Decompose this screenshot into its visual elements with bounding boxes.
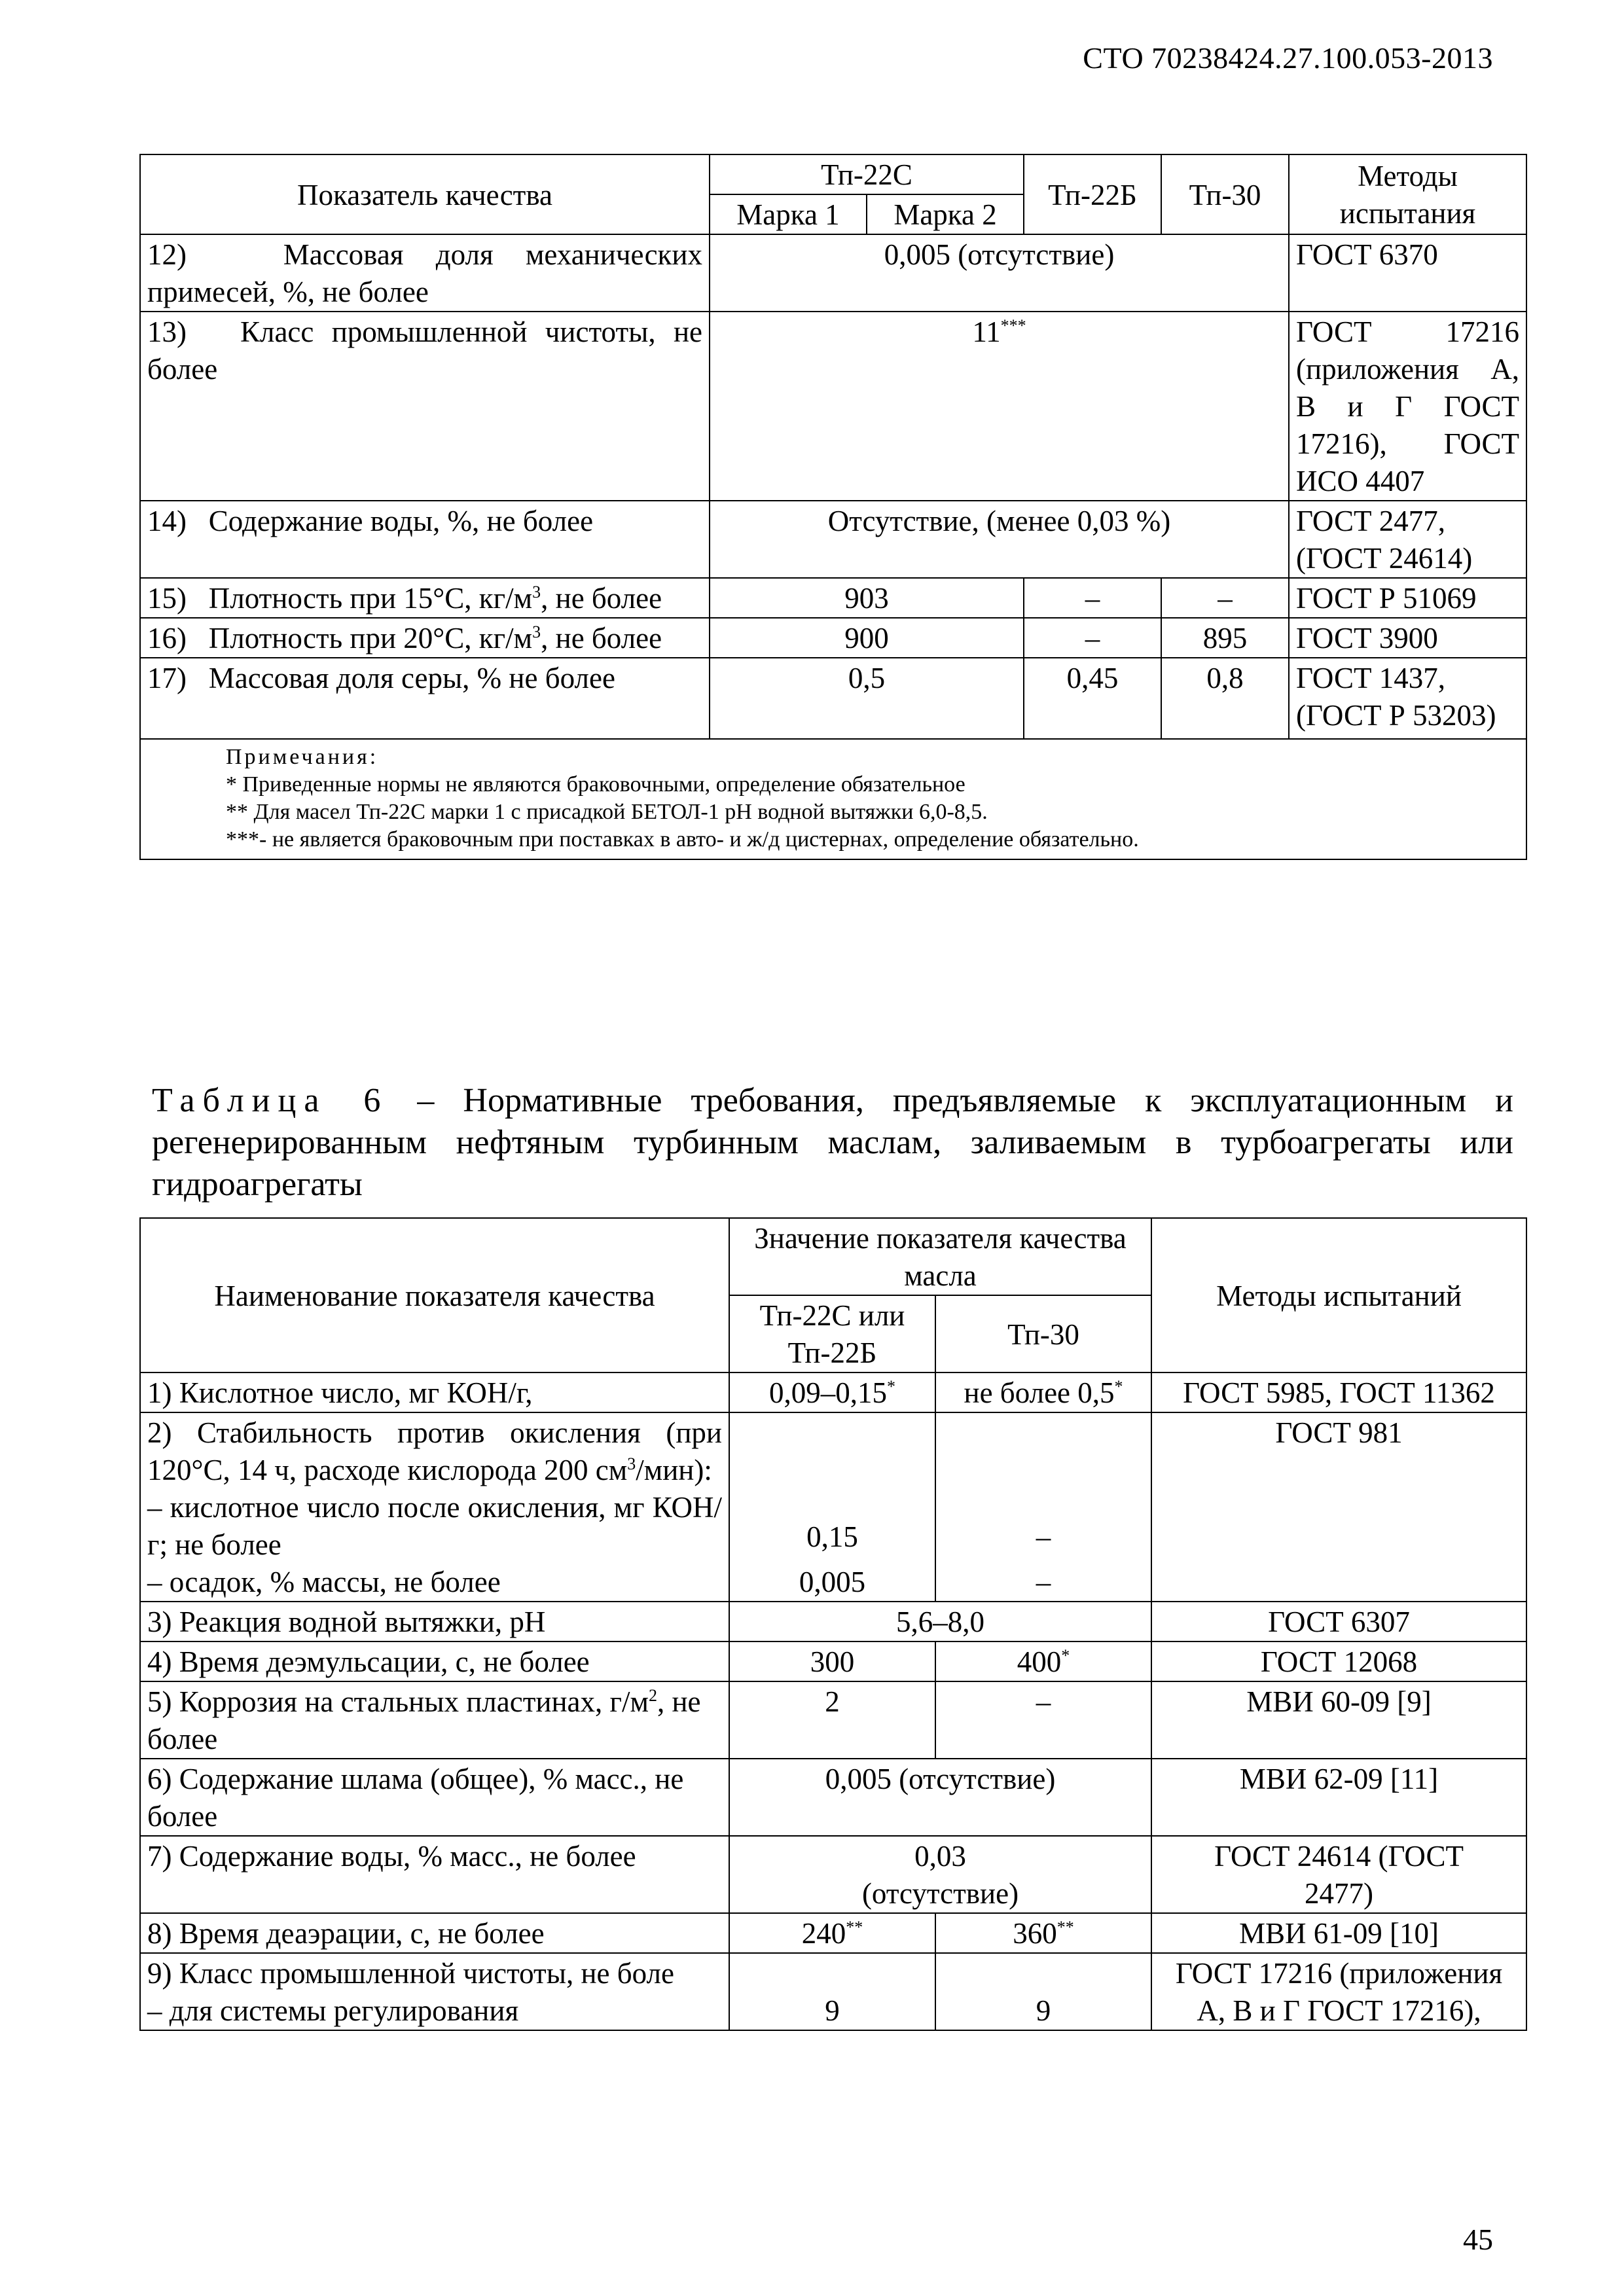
table-row xyxy=(140,1412,1526,1602)
table-row xyxy=(140,1602,1526,1641)
table-6-caption xyxy=(152,1080,1513,1206)
indicator-name: 14) Содержание воды, %, не более xyxy=(140,501,710,578)
test-method: МВИ 61-09 [10] xyxy=(1151,1913,1526,1953)
tp30-value xyxy=(935,1913,1151,1953)
indicator-value: Отсутствие, (менее 0,03 %) xyxy=(710,501,1289,578)
tp22b-value: 0,45 xyxy=(1024,658,1161,739)
tp22c-value: 900 xyxy=(710,618,1024,658)
name-tail: , не более xyxy=(541,582,662,615)
test-method: ГОСТ 17216 (приложения А, В и Г ГОСТ 17216), xyxy=(1151,1953,1526,2030)
column-header-methods: Методы испытания xyxy=(1289,154,1526,234)
tp22-value: 300 xyxy=(729,1641,935,1681)
name-tail: /мин): xyxy=(636,1454,712,1486)
tp30-value: 9 xyxy=(935,1953,1151,2030)
table-row xyxy=(140,312,1526,501)
value-text: 400 xyxy=(1017,1645,1062,1678)
indicator-value xyxy=(710,312,1289,501)
footnote-mark: *** xyxy=(1000,316,1026,335)
test-method: ГОСТ 1437, (ГОСТ Р 53203) xyxy=(1289,658,1526,739)
name-tail: , не более xyxy=(541,622,662,655)
table-row xyxy=(140,1641,1526,1681)
column-header-tp22c: Тп-22С xyxy=(710,154,1024,194)
value-text: 240 xyxy=(801,1917,846,1950)
document-code-header: СТО 70238424.27.100.053-2013 xyxy=(1083,41,1493,75)
tp22b-value: – xyxy=(1024,618,1161,658)
tp22-value xyxy=(729,1372,935,1412)
footnote-mark: * xyxy=(1114,1377,1123,1396)
table-row xyxy=(140,1953,1526,2030)
tp22-value xyxy=(729,1913,935,1953)
sub-indicator: – осадок, % массы, не более xyxy=(147,1566,501,1598)
tp22-value xyxy=(729,1412,935,1602)
indicator-name: 13) Класс промышленной чистоты, не более xyxy=(140,312,710,501)
tp22-value: 9 xyxy=(729,1953,935,2030)
test-method: ГОСТ 12068 xyxy=(1151,1641,1526,1681)
table-header-row xyxy=(140,1218,1526,1295)
table-notes xyxy=(140,739,1526,859)
indicator-name xyxy=(140,1681,729,1759)
name-tail: , не более xyxy=(147,1685,701,1755)
superscript: 3 xyxy=(627,1454,636,1473)
column-header-methods: Методы испытаний xyxy=(1151,1218,1526,1372)
test-method: ГОСТ Р 51069 xyxy=(1289,578,1526,618)
indicator-name xyxy=(140,578,710,618)
tp30-value: 895 xyxy=(1161,618,1289,658)
indicator-value: 0,005 (отсутствие) xyxy=(710,234,1289,312)
sub-indicator: – для системы регулирования xyxy=(147,1994,519,2027)
name-text: 15) Плотность при 15°С, кг/м xyxy=(147,582,533,615)
indicator-name xyxy=(140,1953,729,2030)
column-header-tp22b: Тп-22Б xyxy=(1024,154,1161,234)
quality-indicators-table xyxy=(139,154,1527,860)
table-row xyxy=(140,1913,1526,1953)
table-row xyxy=(140,1681,1526,1759)
note-line: * Приведенные нормы не являются браковочными, определение обязательное xyxy=(226,772,965,797)
tp30-value xyxy=(935,1372,1151,1412)
table-row xyxy=(140,501,1526,578)
notes-row xyxy=(140,739,1526,859)
test-method: МВИ 60-09 [9] xyxy=(1151,1681,1526,1759)
superscript: 3 xyxy=(532,583,541,601)
value-line: 0,15 xyxy=(806,1520,858,1553)
table-row xyxy=(140,1759,1526,1836)
table-row xyxy=(140,1836,1526,1913)
indicator-name: 1) Кислотное число, мг КОН/г, xyxy=(140,1372,729,1412)
value-text: не более 0,5 xyxy=(964,1376,1115,1409)
note-line: ** Для масел Тп-22С марки 1 с присадкой БЕТОЛ-1 рН водной вытяжки 6,0-8,5. xyxy=(226,800,988,824)
superscript: 3 xyxy=(532,622,541,641)
superscript: 2 xyxy=(648,1686,657,1705)
column-header-grade-2: Марка 2 xyxy=(867,194,1024,234)
page-number: 45 xyxy=(1463,2223,1493,2256)
tp30-value: – xyxy=(1161,578,1289,618)
tp30-value: 0,8 xyxy=(1161,658,1289,739)
value-line: – xyxy=(1036,1520,1051,1553)
test-method: МВИ 62-09 [11] xyxy=(1151,1759,1526,1836)
tp22b-value: – xyxy=(1024,578,1161,618)
column-header-tp22c-tp22b: Тп-22С или Тп-22Б xyxy=(729,1295,935,1372)
caption-lead: Таблица 6 xyxy=(152,1082,389,1119)
column-header-indicator: Наименование показателя качества xyxy=(140,1218,729,1372)
value-text: 11 xyxy=(972,315,1001,348)
table-row xyxy=(140,618,1526,658)
column-header-tp30: Тп-30 xyxy=(1161,154,1289,234)
indicator-value: 5,6–8,0 xyxy=(729,1602,1151,1641)
test-method: ГОСТ 3900 xyxy=(1289,618,1526,658)
note-line: ***- не является браковочным при поставках в авто- и ж/д цистернах, определение обязательно. xyxy=(226,827,1139,852)
table-header-row xyxy=(140,154,1526,194)
test-method: ГОСТ 981 xyxy=(1151,1412,1526,1602)
test-method: ГОСТ 6307 xyxy=(1151,1602,1526,1641)
tp30-value: – xyxy=(935,1681,1151,1759)
indicator-name: 4) Время деэмульсации, с, не более xyxy=(140,1641,729,1681)
sub-indicator: – кислотное число после окисления, мг КОН/г; не более xyxy=(147,1491,722,1561)
tp22c-value: 0,5 xyxy=(710,658,1024,739)
value-text: 360 xyxy=(1013,1917,1057,1950)
column-header-indicator: Показатель качества xyxy=(140,154,710,234)
name-text: 2) Стабильность против окисления (при 120°С, 14 ч, расходе кислорода 200 см xyxy=(147,1416,722,1486)
value-text: 0,09–0,15 xyxy=(769,1376,887,1409)
footnote-mark: * xyxy=(1061,1646,1070,1665)
indicator-value: 0,03 (отсутствие) xyxy=(729,1836,1151,1913)
indicator-name: 17) Массовая доля серы, % не более xyxy=(140,658,710,739)
footnote-mark: ** xyxy=(846,1918,863,1937)
test-method: ГОСТ 6370 xyxy=(1289,234,1526,312)
indicator-value: 0,005 (отсутствие) xyxy=(729,1759,1151,1836)
notes-title: Примечания: xyxy=(226,745,379,769)
table-row xyxy=(140,658,1526,739)
value-line: 0,005 xyxy=(799,1566,866,1598)
test-method: ГОСТ 2477, (ГОСТ 24614) xyxy=(1289,501,1526,578)
indicator-name xyxy=(140,1412,729,1602)
indicator-name xyxy=(140,618,710,658)
operational-oil-requirements-table xyxy=(139,1217,1527,2031)
name-text: 9) Класс промышленной чистоты, не боле xyxy=(147,1957,674,1990)
column-header-tp30: Тп-30 xyxy=(935,1295,1151,1372)
tp30-value xyxy=(935,1641,1151,1681)
caption-text: – Нормативные требования, предъявляемые к эксплуатационным и регенерированным нефтяным турбинным маслам, заливаемым в турбоагрегаты или гидроагрегаты xyxy=(152,1082,1513,1203)
test-method: ГОСТ 17216 (приложения А, В и Г ГОСТ 17216), ГОСТ ИСО 4407 xyxy=(1289,312,1526,501)
footnote-mark: * xyxy=(887,1377,895,1396)
column-header-value-group: Значение показателя качества масла xyxy=(729,1218,1151,1295)
table-row xyxy=(140,1372,1526,1412)
indicator-name: 12) Массовая доля механических примесей, %, не более xyxy=(140,234,710,312)
tp22c-value: 903 xyxy=(710,578,1024,618)
indicator-name: 6) Содержание шлама (общее), % масс., не более xyxy=(140,1759,729,1836)
table-row xyxy=(140,578,1526,618)
name-text: 16) Плотность при 20°С, кг/м xyxy=(147,622,533,655)
column-header-grade-1: Марка 1 xyxy=(710,194,867,234)
indicator-name: 8) Время деаэрации, с, не более xyxy=(140,1913,729,1953)
indicator-name: 3) Реакция водной вытяжки, рН xyxy=(140,1602,729,1641)
indicator-name: 7) Содержание воды, % масс., не более xyxy=(140,1836,729,1913)
test-method: ГОСТ 5985, ГОСТ 11362 xyxy=(1151,1372,1526,1412)
tp30-value xyxy=(935,1412,1151,1602)
tp22-value: 2 xyxy=(729,1681,935,1759)
table-row xyxy=(140,234,1526,312)
test-method: ГОСТ 24614 (ГОСТ 2477) xyxy=(1151,1836,1526,1913)
name-text: 5) Коррозия на стальных пластинах, г/м xyxy=(147,1685,649,1718)
footnote-mark: ** xyxy=(1056,1918,1074,1937)
value-line: – xyxy=(1036,1566,1051,1598)
